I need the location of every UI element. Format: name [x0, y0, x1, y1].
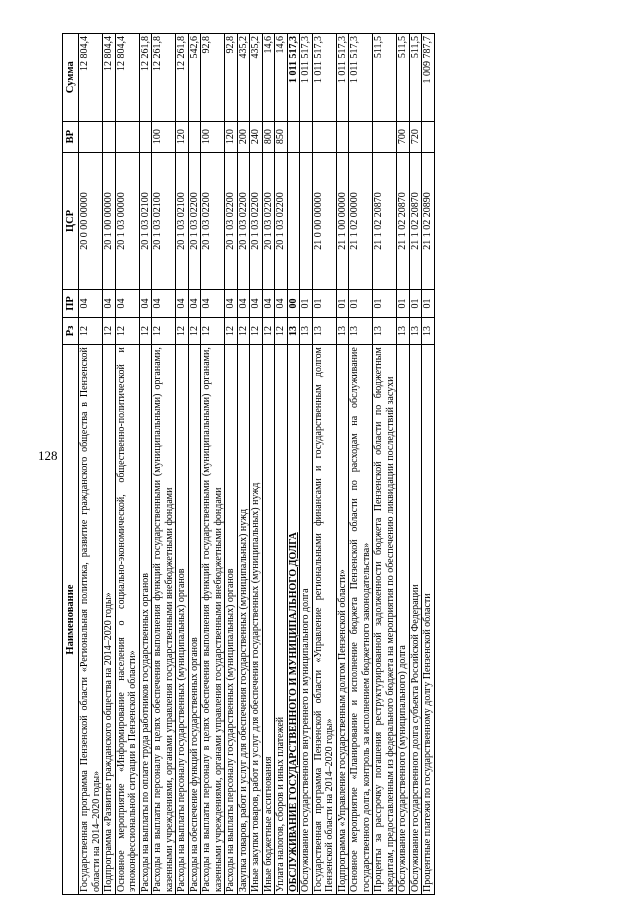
cell-csr: 20 0 00 00000 — [79, 152, 103, 289]
cell-csr: 20 1 03 02100 — [152, 152, 176, 289]
cell-sum: 12 261,8 — [139, 34, 152, 122]
cell-sum: 1 011 517,3 — [312, 34, 336, 122]
cell-pr: 04 — [250, 290, 263, 317]
cell-rz: 13 — [287, 317, 300, 344]
cell-pr: 04 — [201, 290, 225, 317]
cell-pr: 01 — [397, 290, 410, 317]
cell-vr: 100 — [152, 121, 176, 152]
cell-rz: 12 — [188, 317, 201, 344]
cell-vr: 720 — [409, 121, 422, 152]
cell-name: Проценты за рассрочку погашения реструктурированной задолженности бюджета Пензенской области по бюджетным кредитам, предоставленным из федерального бюджета на мероприятия по обеспечению ликвидации последствий засухи — [373, 345, 397, 895]
cell-vr — [287, 121, 300, 152]
cell-vr — [422, 121, 435, 152]
table-row — [349, 34, 373, 895]
cell-sum: 12 261,8 — [152, 34, 176, 122]
cell-rz: 12 — [79, 317, 103, 344]
table-row — [336, 34, 349, 895]
cell-csr: 21 1 00 00000 — [336, 152, 349, 289]
cell-pr: 04 — [103, 290, 116, 317]
cell-vr: 120 — [176, 121, 189, 152]
cell-pr: 04 — [188, 290, 201, 317]
cell-vr: 240 — [250, 121, 263, 152]
table-row — [103, 34, 116, 895]
cell-vr — [188, 121, 201, 152]
cell-vr — [103, 121, 116, 152]
table-row — [373, 34, 397, 895]
cell-name: Уплата налогов, сборов и иных платежей — [275, 345, 288, 895]
cell-rz: 12 — [139, 317, 152, 344]
cell-rz: 13 — [422, 317, 435, 344]
cell-csr: 21 1 02 20870 — [409, 152, 422, 289]
header-vr: ВР — [63, 121, 79, 152]
cell-vr — [139, 121, 152, 152]
cell-name: Подпрограмма «Развитие гражданского общества на 2014–2020 годы» — [103, 345, 116, 895]
cell-name: Расходы на выплаты персоналу государственных (муниципальных) органов — [176, 345, 189, 895]
cell-pr: 01 — [349, 290, 373, 317]
cell-rz: 12 — [201, 317, 225, 344]
cell-vr: 200 — [237, 121, 250, 152]
cell-name: Обслуживание государственного внутреннего и муниципального долга — [300, 345, 313, 895]
cell-csr: 20 1 03 00000 — [115, 152, 139, 289]
cell-pr: 04 — [152, 290, 176, 317]
cell-csr — [287, 152, 300, 289]
cell-pr: 01 — [373, 290, 397, 317]
cell-name: Расходы на выплаты персоналу государственных (муниципальных) органов — [225, 345, 238, 895]
table-row — [422, 34, 435, 895]
cell-csr: 21 1 02 00000 — [349, 152, 373, 289]
cell-vr: 120 — [225, 121, 238, 152]
cell-pr: 04 — [79, 290, 103, 317]
cell-sum: 435,2 — [250, 34, 263, 122]
cell-sum: 511,5 — [397, 34, 410, 122]
cell-name: Расходы на обеспечение функций государственных органов — [188, 345, 201, 895]
cell-csr: 20 1 00 00000 — [103, 152, 116, 289]
cell-sum: 12 804,4 — [79, 34, 103, 122]
table-row — [152, 34, 176, 895]
table-row — [409, 34, 422, 895]
cell-name: Расходы на выплаты персоналу в целях обеспечения выполнения функций государственными (муниципальными) органами, казенными учреждениями, органами управления государственными внебюджетными фондами — [201, 345, 225, 895]
table-row — [300, 34, 313, 895]
cell-pr: 04 — [225, 290, 238, 317]
cell-csr — [300, 152, 313, 289]
cell-name: Основное мероприятие «Планирование и исполнение бюджета Пензенской области по расходам на обслуживание государственного долга, контроль за исполнением бюджетного законодательства» — [349, 345, 373, 895]
cell-sum: 14,6 — [275, 34, 288, 122]
cell-csr: 20 1 03 02200 — [201, 152, 225, 289]
table-row — [115, 34, 139, 895]
cell-pr: 01 — [422, 290, 435, 317]
cell-rz: 12 — [225, 317, 238, 344]
cell-rz: 13 — [336, 317, 349, 344]
cell-csr: 20 1 03 02200 — [250, 152, 263, 289]
cell-pr: 00 — [287, 290, 300, 317]
cell-rz: 13 — [312, 317, 336, 344]
cell-sum: 1 009 787,7 — [422, 34, 435, 122]
cell-sum: 511,5 — [373, 34, 397, 122]
table-row — [312, 34, 336, 895]
cell-pr: 01 — [336, 290, 349, 317]
cell-vr — [336, 121, 349, 152]
cell-pr: 04 — [115, 290, 139, 317]
cell-csr: 20 1 03 02200 — [225, 152, 238, 289]
cell-csr: 21 1 02 20870 — [397, 152, 410, 289]
cell-csr: 20 1 03 02200 — [275, 152, 288, 289]
cell-rz: 12 — [152, 317, 176, 344]
cell-vr — [349, 121, 373, 152]
cell-pr: 04 — [275, 290, 288, 317]
cell-name: Расходы на выплаты по оплате труда работников государственных органов — [139, 345, 152, 895]
cell-sum: 12 804,4 — [103, 34, 116, 122]
cell-pr: 01 — [312, 290, 336, 317]
table-row — [250, 34, 263, 895]
table-row — [225, 34, 238, 895]
cell-rz: 12 — [115, 317, 139, 344]
cell-sum: 435,2 — [237, 34, 250, 122]
cell-vr — [79, 121, 103, 152]
cell-name: Расходы на выплаты персоналу в целях обеспечения выполнения функций государственными (муниципальными) органами, казенными учреждениями, органами управления государственными внебюджетными фондами — [152, 345, 176, 895]
cell-csr: 20 1 03 02200 — [188, 152, 201, 289]
cell-rz: 12 — [262, 317, 275, 344]
cell-sum: 1 011 517,3 — [336, 34, 349, 122]
table-row — [262, 34, 275, 895]
cell-sum: 92,8 — [225, 34, 238, 122]
cell-csr: 21 1 02 20870 — [373, 152, 397, 289]
cell-vr — [115, 121, 139, 152]
table-row — [287, 34, 300, 895]
table-header-row — [63, 34, 79, 895]
cell-csr: 20 1 03 02100 — [139, 152, 152, 289]
cell-sum: 1 011 517,3 — [349, 34, 373, 122]
table-body — [79, 34, 435, 895]
cell-vr: 700 — [397, 121, 410, 152]
cell-name: Обслуживание государственного долга субъекта Российской Федерации — [409, 345, 422, 895]
table-row — [188, 34, 201, 895]
cell-csr: 20 1 03 02200 — [262, 152, 275, 289]
cell-sum: 12 261,8 — [176, 34, 189, 122]
cell-rz: 13 — [300, 317, 313, 344]
table-row — [397, 34, 410, 895]
page-number: 128 — [38, 448, 58, 463]
cell-pr: 04 — [262, 290, 275, 317]
cell-pr: 04 — [139, 290, 152, 317]
cell-vr: 800 — [262, 121, 275, 152]
cell-sum: 511,5 — [409, 34, 422, 122]
cell-sum: 542,6 — [188, 34, 201, 122]
cell-name: Процентные платежи по государственному долгу Пензенской области — [422, 345, 435, 895]
table-row — [237, 34, 250, 895]
cell-rz: 12 — [275, 317, 288, 344]
header-csr: ЦСР — [63, 152, 79, 289]
header-sum: Сумма — [63, 34, 79, 122]
cell-csr: 21 1 02 20890 — [422, 152, 435, 289]
cell-name: Государственная программа Пензенской области «Управление региональными финансами и государственным долгом Пензенской области на 2014–2020 годы» — [312, 345, 336, 895]
cell-name: Иные закупки товаров, работ и услуг для обеспечения государственных (муниципальных) нужд — [250, 345, 263, 895]
table-row — [139, 34, 152, 895]
cell-vr — [300, 121, 313, 152]
header-rz: Рз — [63, 317, 79, 344]
cell-name: Обслуживание государственного (муниципального) долга — [397, 345, 410, 895]
cell-rz: 12 — [103, 317, 116, 344]
cell-vr — [373, 121, 397, 152]
cell-rz: 12 — [176, 317, 189, 344]
cell-pr: 01 — [300, 290, 313, 317]
cell-name: Закупка товаров, работ и услуг для обеспечения государственных (муниципальных) нужд — [237, 345, 250, 895]
header-name: Наименование — [63, 345, 79, 895]
cell-name: Основное мероприятие «Информирование населения о социально-экономической, общественно-политической и этноконфессиональной ситуации в Пензенской области» — [115, 345, 139, 895]
cell-name: Государственная программа Пензенской области «Региональная политика, развитие гражданского общества в Пензенской области на 2014–2020 годы» — [79, 345, 103, 895]
cell-vr: 100 — [201, 121, 225, 152]
table-row — [79, 34, 103, 895]
cell-rz: 13 — [397, 317, 410, 344]
cell-csr: 20 1 03 02100 — [176, 152, 189, 289]
cell-sum: 92,8 — [201, 34, 225, 122]
cell-rz: 13 — [373, 317, 397, 344]
cell-sum: 1 011 517,3 — [300, 34, 313, 122]
cell-rz: 13 — [409, 317, 422, 344]
cell-rz: 12 — [237, 317, 250, 344]
cell-name: ОБСЛУЖИВАНИЕ ГОСУДАРСТВЕННОГО И МУНИЦИПАЛЬНОГО ДОЛГА — [287, 345, 300, 895]
cell-pr: 04 — [176, 290, 189, 317]
cell-sum: 12 804,4 — [115, 34, 139, 122]
cell-sum: 1 011 517,3 — [287, 34, 300, 122]
rotated-page — [62, 33, 582, 895]
cell-name: Иные бюджетные ассигнования — [262, 345, 275, 895]
table-row — [176, 34, 189, 895]
table-row — [201, 34, 225, 895]
cell-csr: 21 0 00 00000 — [312, 152, 336, 289]
cell-rz: 13 — [349, 317, 373, 344]
header-pr: ПР — [63, 290, 79, 317]
cell-vr: 850 — [275, 121, 288, 152]
cell-csr: 20 1 03 02200 — [237, 152, 250, 289]
cell-vr — [312, 121, 336, 152]
cell-sum: 14,6 — [262, 34, 275, 122]
cell-name: Подпрограмма «Управление государственным долгом Пензенской области» — [336, 345, 349, 895]
cell-pr: 04 — [237, 290, 250, 317]
table-row — [275, 34, 288, 895]
cell-pr: 01 — [409, 290, 422, 317]
budget-table — [62, 33, 435, 895]
cell-rz: 12 — [250, 317, 263, 344]
